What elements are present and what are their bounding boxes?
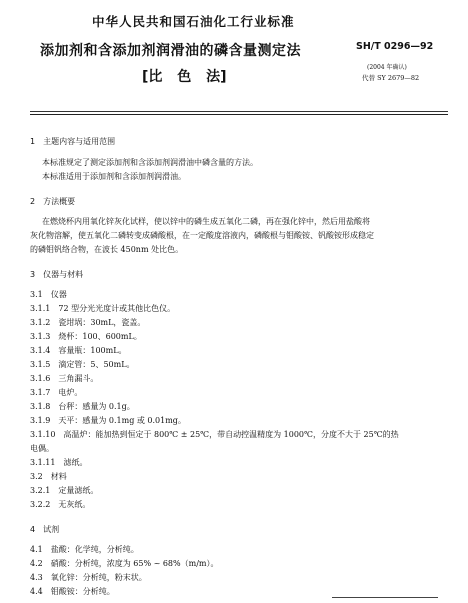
section-4-heading: 4 试剂	[30, 525, 60, 534]
list-item: 3.1.2 瓷坩埚：30mL，瓷盖。	[30, 318, 146, 327]
section-3-heading: 3 仪器与材料	[30, 270, 84, 279]
list-item: 3.1.10 高温炉：能加热到恒定于 800℃ ± 25℃，带自动控温精度为 1000℃，分度不大于 25℃的热	[30, 430, 399, 439]
section-1-heading: 1 主题内容与适用范围	[30, 137, 116, 146]
list-item: 4.2 硝酸：分析纯，浓度为 65% ~ 68%（m/m）。	[30, 559, 219, 568]
industry-standard-header: 中华人民共和国石油化工行业标准	[92, 14, 295, 29]
list-item: 4.3 氧化锌：分析纯，粉末状。	[30, 573, 147, 582]
list-item: 3.1.9 天平：感量为 0.1mg 或 0.01mg。	[30, 416, 186, 425]
edition-note: (2004 年确认)	[367, 64, 407, 71]
list-item: 3.1.8 台秤：感量为 0.1g。	[30, 402, 135, 411]
list-item: 3.1.3 烧杯：100、600mL。	[30, 332, 142, 341]
section-2-paragraph: 的磷钼钒络合物，在波长 450nm 处比色。	[30, 245, 184, 254]
list-item: 3.1.1 72 型分光光度计或其他比色仪。	[30, 304, 176, 313]
list-item: 3.1.7 电炉。	[30, 388, 83, 397]
section-2-paragraph: 在燃烧杯内用氧化锌灰化试样，使以锌中的磷生成五氧化二磷，再在强化锌中，然后用盐酸将	[42, 217, 370, 226]
section-1-paragraph: 本标准适用于添加剂和含添加剂润滑油。	[42, 172, 186, 181]
list-item: 3.2 材料	[30, 472, 67, 481]
list-item: 3.1.5 滴定管：5、50mL。	[30, 360, 135, 369]
list-item: 3.2.1 定量滤纸。	[30, 486, 99, 495]
list-item: 3.1.11 滤纸。	[30, 458, 88, 467]
list-item: 3.1.4 容量瓶：100mL。	[30, 346, 127, 355]
list-item: 电偶。	[30, 444, 54, 453]
document-title: 添加剂和含添加剂润滑油的磷含量测定法	[40, 43, 301, 59]
section-1-paragraph: 本标准规定了测定添加剂和含添加剂润滑油中磷含量的方法。	[42, 158, 258, 167]
replaces-note: 代替 SY 2679—82	[362, 74, 420, 82]
document-subtitle: [比 色 法]	[142, 69, 227, 85]
list-item: 3.1.6 三角漏斗。	[30, 374, 99, 383]
list-item: 3.1 仪器	[30, 290, 67, 299]
header-divider-thin	[30, 111, 448, 112]
list-item: 4.1 盐酸：化学纯，分析纯。	[30, 545, 139, 554]
list-item: 3.2.2 无灰纸。	[30, 500, 91, 509]
header-divider-thick	[30, 114, 448, 115]
standard-code: SH/T 0296—92	[356, 41, 434, 52]
footer-divider	[332, 597, 438, 598]
section-2-paragraph: 灰化物溶解，使五氧化二磷转变成磷酸根，在一定酸度溶液内，磷酸根与钼酸铵、钒酸铵形成稳定	[30, 231, 374, 240]
list-item: 4.4 钼酸铵：分析纯。	[30, 587, 115, 596]
section-2-heading: 2 方法概要	[30, 197, 76, 206]
